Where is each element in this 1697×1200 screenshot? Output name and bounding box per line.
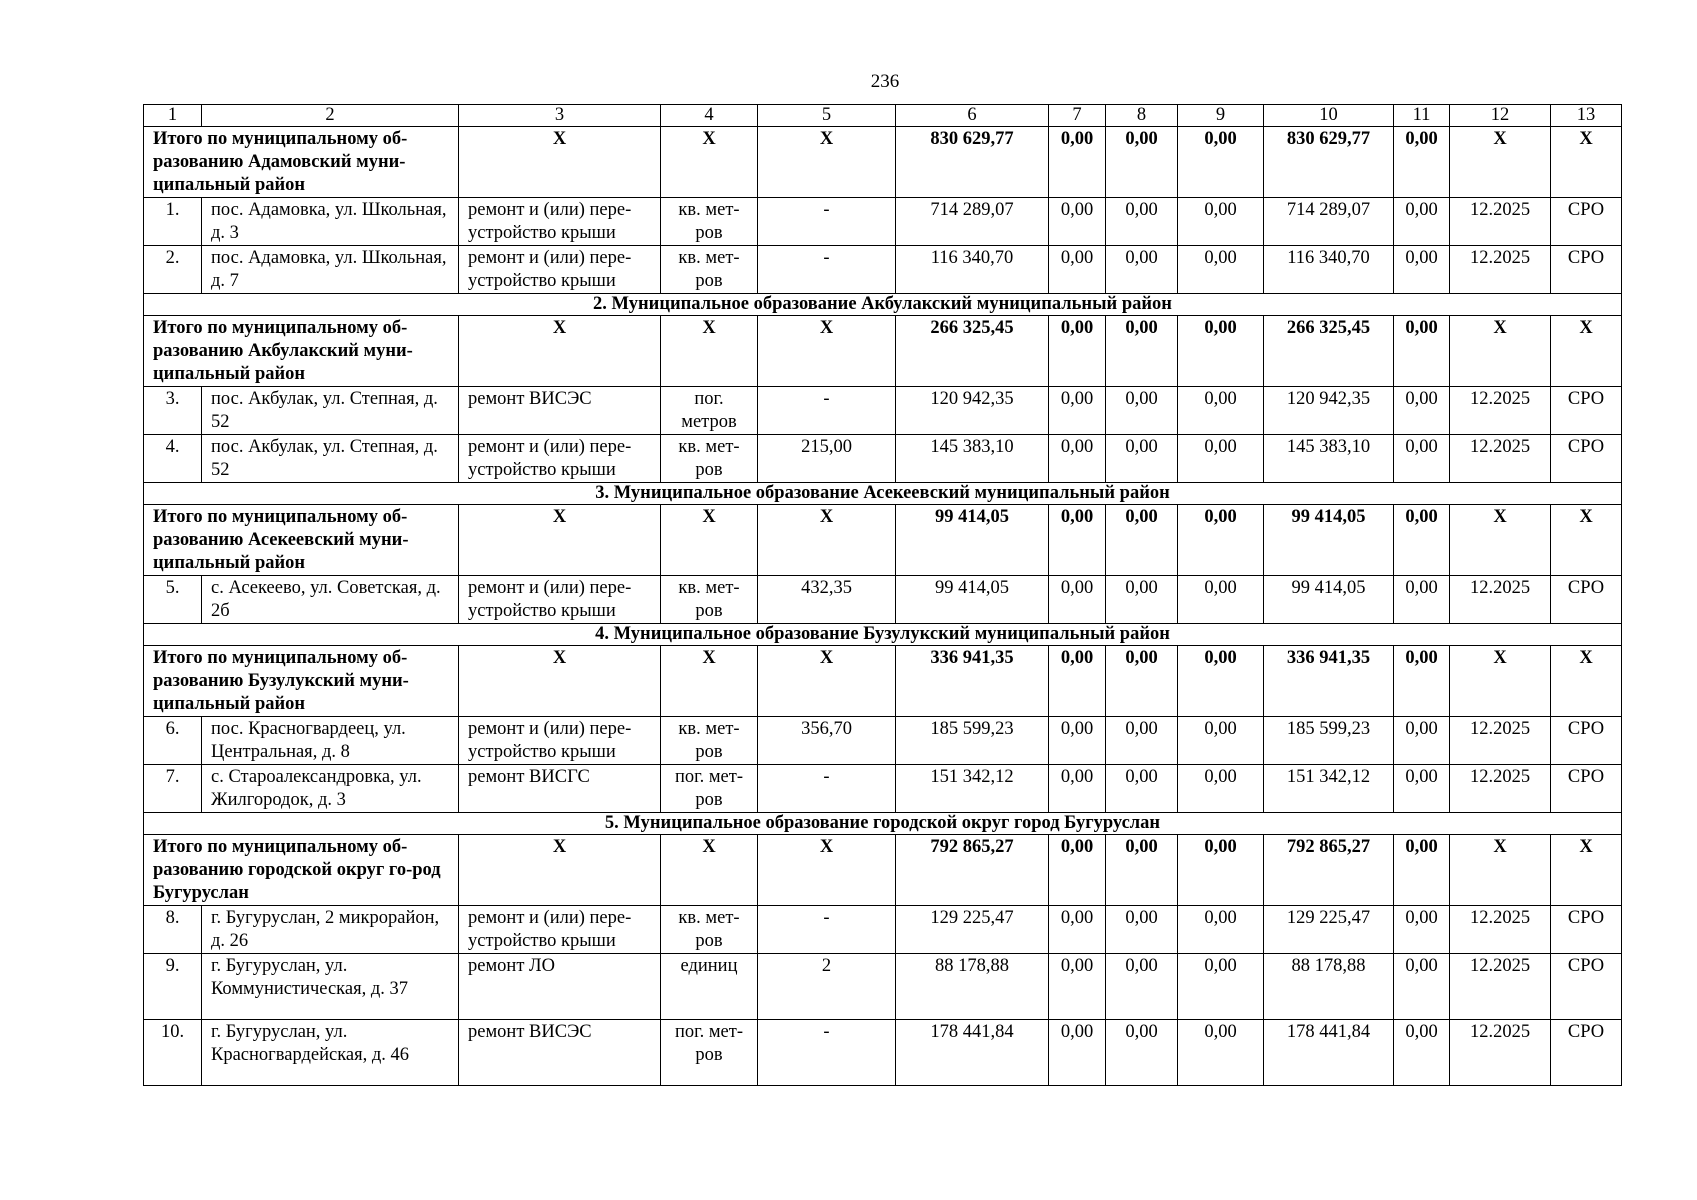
quantity: - [758,246,896,294]
table-row [144,717,1622,765]
table-body [144,105,1622,1086]
value-c8: 0,00 [1106,435,1178,483]
value-c12: 12.2025 [1450,387,1551,435]
value-c13: СРО [1551,906,1622,954]
house-address: г. Бугуруслан, ул. Красногвардейская, д. 46 [202,1020,459,1086]
row-number: 10. [144,1020,202,1086]
value-c8: 0,00 [1106,954,1178,1020]
total-c3: X [459,835,661,906]
value-c12: 12.2025 [1450,576,1551,624]
value-c6: 88 178,88 [896,954,1049,1020]
total-c12: X [1450,646,1551,717]
row-number: 4. [144,435,202,483]
total-c10: 266 325,45 [1264,316,1394,387]
value-c6: 178 441,84 [896,1020,1049,1086]
value-c8: 0,00 [1106,246,1178,294]
unit: пог. мет-ров [661,1020,758,1086]
total-c3: X [459,316,661,387]
house-address: пос. Адамовка, ул. Школьная, д. 7 [202,246,459,294]
table-row [144,765,1622,813]
house-address: пос. Красногвардеец, ул. Центральная, д. 8 [202,717,459,765]
column-number: 11 [1394,105,1450,127]
work-type: ремонт ЛО [459,954,661,1020]
total-c13: X [1551,127,1622,198]
table-row [144,246,1622,294]
value-c9: 0,00 [1178,576,1264,624]
column-number-row [144,105,1622,127]
quantity: 215,00 [758,435,896,483]
value-c6: 714 289,07 [896,198,1049,246]
value-c13: СРО [1551,387,1622,435]
value-c8: 0,00 [1106,198,1178,246]
value-c8: 0,00 [1106,387,1178,435]
column-number: 8 [1106,105,1178,127]
work-type: ремонт и (или) пере-устройство крыши [459,435,661,483]
value-c13: СРО [1551,765,1622,813]
total-c4: X [661,316,758,387]
value-c11: 0,00 [1394,1020,1450,1086]
total-c13: X [1551,505,1622,576]
value-c13: СРО [1551,576,1622,624]
value-c6: 185 599,23 [896,717,1049,765]
column-number: 7 [1049,105,1106,127]
row-number: 7. [144,765,202,813]
value-c6: 120 942,35 [896,387,1049,435]
total-name: Итого по муниципальному об-разованию Акбулакский муни-ципальный район [144,316,459,387]
total-c5: X [758,505,896,576]
total-c13: X [1551,646,1622,717]
value-c9: 0,00 [1178,198,1264,246]
column-number: 13 [1551,105,1622,127]
house-address: г. Бугуруслан, 2 микрорайон, д. 26 [202,906,459,954]
total-c12: X [1450,505,1551,576]
total-name: Итого по муниципальному об-разованию городской округ го-род Бугуруслан [144,835,459,906]
value-c8: 0,00 [1106,906,1178,954]
total-c7: 0,00 [1049,127,1106,198]
column-number: 3 [459,105,661,127]
work-type: ремонт и (или) пере-устройство крыши [459,906,661,954]
row-number: 9. [144,954,202,1020]
total-c10: 830 629,77 [1264,127,1394,198]
value-c8: 0,00 [1106,576,1178,624]
total-c9: 0,00 [1178,835,1264,906]
value-c9: 0,00 [1178,906,1264,954]
house-address: с. Староалександровка, ул. Жилгородок, д. 3 [202,765,459,813]
total-c13: X [1551,835,1622,906]
value-c13: СРО [1551,954,1622,1020]
table-row [144,198,1622,246]
value-c6: 116 340,70 [896,246,1049,294]
value-c9: 0,00 [1178,1020,1264,1086]
value-c11: 0,00 [1394,717,1450,765]
total-c7: 0,00 [1049,316,1106,387]
value-c7: 0,00 [1049,717,1106,765]
row-number: 6. [144,717,202,765]
total-c4: X [661,646,758,717]
total-c13: X [1551,316,1622,387]
value-c6: 151 342,12 [896,765,1049,813]
total-c8: 0,00 [1106,835,1178,906]
section-heading: 2. Муниципальное образование Акбулакский муниципальный район [144,294,1622,316]
value-c13: СРО [1551,717,1622,765]
total-c3: X [459,505,661,576]
total-c10: 336 941,35 [1264,646,1394,717]
value-c7: 0,00 [1049,435,1106,483]
value-c11: 0,00 [1394,906,1450,954]
value-c9: 0,00 [1178,246,1264,294]
house-address: г. Бугуруслан, ул. Коммунистическая, д. 37 [202,954,459,1020]
repair-schedule-table [143,104,1622,1086]
value-c12: 12.2025 [1450,435,1551,483]
total-c9: 0,00 [1178,127,1264,198]
value-c10: 120 942,35 [1264,387,1394,435]
value-c12: 12.2025 [1450,1020,1551,1086]
section-heading-row [144,483,1622,505]
work-type: ремонт ВИСГС [459,765,661,813]
house-address: с. Асекеево, ул. Советская, д. 2б [202,576,459,624]
row-number: 2. [144,246,202,294]
unit: единиц [661,954,758,1020]
total-c11: 0,00 [1394,505,1450,576]
total-c5: X [758,127,896,198]
work-type: ремонт ВИСЭС [459,387,661,435]
unit: кв. мет-ров [661,906,758,954]
quantity: - [758,198,896,246]
value-c7: 0,00 [1049,198,1106,246]
section-heading-row [144,813,1622,835]
value-c10: 151 342,12 [1264,765,1394,813]
value-c10: 185 599,23 [1264,717,1394,765]
value-c7: 0,00 [1049,954,1106,1020]
municipality-total-row [144,646,1622,717]
column-number: 1 [144,105,202,127]
value-c13: СРО [1551,1020,1622,1086]
total-c8: 0,00 [1106,646,1178,717]
quantity: 432,35 [758,576,896,624]
total-c6: 830 629,77 [896,127,1049,198]
value-c8: 0,00 [1106,1020,1178,1086]
row-number: 5. [144,576,202,624]
unit: кв. мет-ров [661,435,758,483]
value-c11: 0,00 [1394,435,1450,483]
value-c12: 12.2025 [1450,246,1551,294]
house-address: пос. Акбулак, ул. Степная, д. 52 [202,387,459,435]
value-c9: 0,00 [1178,387,1264,435]
row-number: 1. [144,198,202,246]
total-c4: X [661,835,758,906]
total-c12: X [1450,316,1551,387]
value-c13: СРО [1551,435,1622,483]
value-c13: СРО [1551,198,1622,246]
total-c4: X [661,505,758,576]
section-heading: 3. Муниципальное образование Асекеевский муниципальный район [144,483,1622,505]
value-c11: 0,00 [1394,576,1450,624]
value-c9: 0,00 [1178,717,1264,765]
value-c11: 0,00 [1394,387,1450,435]
column-number: 5 [758,105,896,127]
row-number: 3. [144,387,202,435]
total-c12: X [1450,127,1551,198]
column-number: 4 [661,105,758,127]
value-c11: 0,00 [1394,246,1450,294]
value-c7: 0,00 [1049,765,1106,813]
total-c7: 0,00 [1049,505,1106,576]
unit: пог. мет-ров [661,765,758,813]
total-c5: X [758,646,896,717]
value-c10: 99 414,05 [1264,576,1394,624]
value-c10: 116 340,70 [1264,246,1394,294]
column-number: 12 [1450,105,1551,127]
total-c5: X [758,835,896,906]
value-c7: 0,00 [1049,906,1106,954]
unit: пог. метров [661,387,758,435]
value-c6: 99 414,05 [896,576,1049,624]
total-c6: 336 941,35 [896,646,1049,717]
value-c12: 12.2025 [1450,198,1551,246]
value-c10: 129 225,47 [1264,906,1394,954]
total-c11: 0,00 [1394,316,1450,387]
value-c7: 0,00 [1049,387,1106,435]
municipality-total-row [144,127,1622,198]
page-number: 236 [870,71,900,92]
municipality-total-row [144,505,1622,576]
row-number: 8. [144,906,202,954]
house-address: пос. Акбулак, ул. Степная, д. 52 [202,435,459,483]
total-c7: 0,00 [1049,646,1106,717]
total-name: Итого по муниципальному об-разованию Асекеевский муни-ципальный район [144,505,459,576]
table-row [144,1020,1622,1086]
total-c6: 266 325,45 [896,316,1049,387]
quantity: - [758,387,896,435]
total-c3: X [459,127,661,198]
unit: кв. мет-ров [661,717,758,765]
total-c7: 0,00 [1049,835,1106,906]
value-c7: 0,00 [1049,246,1106,294]
column-number: 2 [202,105,459,127]
value-c7: 0,00 [1049,1020,1106,1086]
unit: кв. мет-ров [661,198,758,246]
work-type: ремонт и (или) пере-устройство крыши [459,576,661,624]
table-row [144,435,1622,483]
total-c8: 0,00 [1106,316,1178,387]
value-c8: 0,00 [1106,765,1178,813]
value-c12: 12.2025 [1450,954,1551,1020]
house-address: пос. Адамовка, ул. Школьная, д. 3 [202,198,459,246]
unit: кв. мет-ров [661,246,758,294]
total-c8: 0,00 [1106,505,1178,576]
value-c8: 0,00 [1106,717,1178,765]
total-c11: 0,00 [1394,646,1450,717]
total-c11: 0,00 [1394,127,1450,198]
work-type: ремонт и (или) пере-устройство крыши [459,717,661,765]
value-c9: 0,00 [1178,765,1264,813]
value-c9: 0,00 [1178,954,1264,1020]
total-c9: 0,00 [1178,646,1264,717]
value-c11: 0,00 [1394,954,1450,1020]
total-c11: 0,00 [1394,835,1450,906]
column-number: 9 [1178,105,1264,127]
total-c10: 99 414,05 [1264,505,1394,576]
work-type: ремонт и (или) пере-устройство крыши [459,198,661,246]
total-name: Итого по муниципальному об-разованию Адамовский муни-ципальный район [144,127,459,198]
quantity: - [758,906,896,954]
value-c9: 0,00 [1178,435,1264,483]
municipality-total-row [144,316,1622,387]
unit: кв. мет-ров [661,576,758,624]
quantity: - [758,1020,896,1086]
section-heading: 5. Муниципальное образование городской округ город Бугуруслан [144,813,1622,835]
total-c6: 99 414,05 [896,505,1049,576]
value-c6: 129 225,47 [896,906,1049,954]
column-number: 6 [896,105,1049,127]
section-heading: 4. Муниципальное образование Бузулукский муниципальный район [144,624,1622,646]
total-c10: 792 865,27 [1264,835,1394,906]
table-row [144,954,1622,1020]
work-type: ремонт и (или) пере-устройство крыши [459,246,661,294]
value-c12: 12.2025 [1450,765,1551,813]
value-c13: СРО [1551,246,1622,294]
total-c3: X [459,646,661,717]
section-heading-row [144,294,1622,316]
value-c10: 145 383,10 [1264,435,1394,483]
value-c10: 178 441,84 [1264,1020,1394,1086]
quantity: 2 [758,954,896,1020]
quantity: - [758,765,896,813]
value-c11: 0,00 [1394,198,1450,246]
section-heading-row [144,624,1622,646]
total-name: Итого по муниципальному об-разованию Бузулукский муни-ципальный район [144,646,459,717]
table-row [144,387,1622,435]
work-type: ремонт ВИСЭС [459,1020,661,1086]
total-c9: 0,00 [1178,505,1264,576]
value-c10: 714 289,07 [1264,198,1394,246]
value-c12: 12.2025 [1450,717,1551,765]
total-c9: 0,00 [1178,316,1264,387]
quantity: 356,70 [758,717,896,765]
total-c8: 0,00 [1106,127,1178,198]
total-c6: 792 865,27 [896,835,1049,906]
table-row [144,906,1622,954]
value-c11: 0,00 [1394,765,1450,813]
column-number: 10 [1264,105,1394,127]
value-c10: 88 178,88 [1264,954,1394,1020]
value-c6: 145 383,10 [896,435,1049,483]
municipality-total-row [144,835,1622,906]
value-c7: 0,00 [1049,576,1106,624]
value-c12: 12.2025 [1450,906,1551,954]
total-c4: X [661,127,758,198]
total-c12: X [1450,835,1551,906]
table-row [144,576,1622,624]
total-c5: X [758,316,896,387]
